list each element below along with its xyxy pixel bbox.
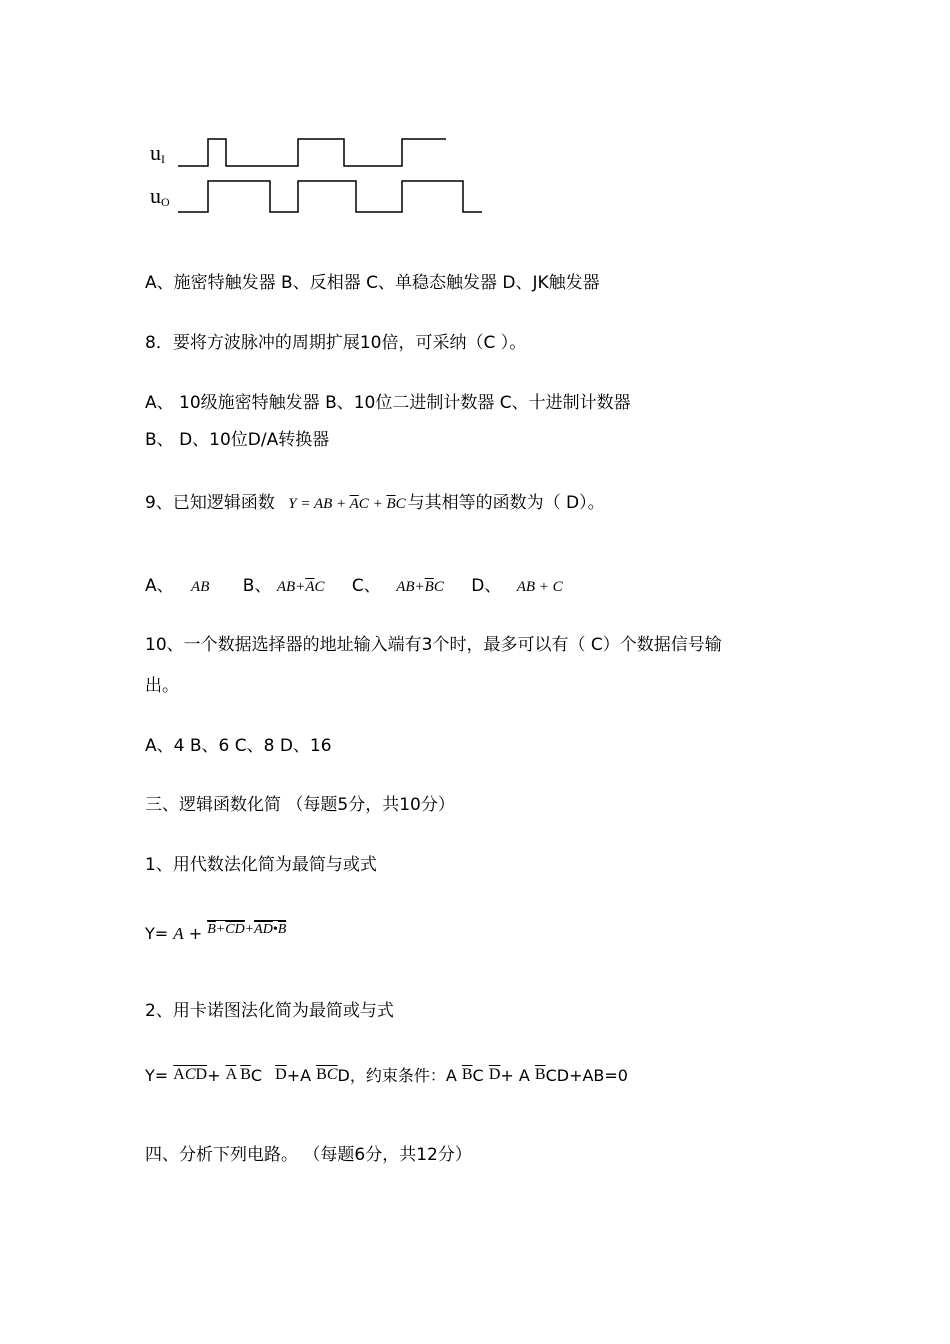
q7-options: A、施密特触发器 B、反相器 C、单稳态触发器 D、JK触发器 bbox=[145, 273, 600, 293]
q8-question: 8．要将方波脉冲的周期扩展10倍，可采纳（C ）。 bbox=[145, 333, 527, 353]
q9-option-d: AB + C bbox=[516, 579, 563, 595]
q9-options: A、 AB B、 $AB+\overline{A}C$ C、 $AB+\overline{B}C$ D、 AB + C bbox=[145, 576, 563, 596]
section3-q1-formula: $Y= A + \overline{B}+\overline{CD}+\overline{AD}•\overline{B}$ bbox=[145, 922, 287, 943]
q1-nested-bar-expression: $\overline{B}+\overline{CD}+\overline{AD}•\overline{B}$ bbox=[207, 922, 287, 937]
ui-label: uI bbox=[150, 140, 165, 166]
ui-waveform bbox=[178, 139, 446, 166]
section3-title: 三、逻辑函数化简 （每题5分，共10分） bbox=[145, 795, 455, 815]
section3-q1: 1、用代数法化简为最简与或式 bbox=[145, 855, 377, 875]
ui-subscript: I bbox=[161, 152, 165, 166]
uo-waveform bbox=[178, 181, 482, 212]
section3-q2-formula: $Y= \overline{A}\overline{C}\overline{D}+ \overline{A}$ $\overline{B}C$ $\overline{D}+A$ $\overline{B}\overline{C}D$，约束条件：A $\overline{B}C$ $\overline{D}+ A$ $\overline{B}CD+AB=0$ bbox=[145, 1066, 628, 1085]
q9-suffix: 与其相等的函数为（ D）。 bbox=[407, 493, 605, 513]
q10-options: A、4 B、6 C、8 D、16 bbox=[145, 736, 332, 756]
q9-option-c: $AB+\overline{B}C$ bbox=[396, 579, 444, 595]
q10-line1: 10、一个数据选择器的地址输入端有3个时，最多可以有（ C）个数据信号输 bbox=[145, 635, 722, 655]
q10-line2: 出。 bbox=[145, 676, 179, 696]
q9-option-b: $AB+\overline{A}C$ bbox=[276, 579, 325, 595]
section4-title: 四、分析下列电路。 （每题6分，共12分） bbox=[145, 1145, 472, 1165]
section3-q2: 2、用卡诺图法化简为最简或与式 bbox=[145, 1001, 394, 1021]
waveform-diagram bbox=[0, 0, 950, 230]
uo-label: uO bbox=[150, 183, 170, 209]
uo-subscript: O bbox=[161, 195, 170, 209]
q9-formula: Y = AB + $\overline{A}C + \overline{B}C$ bbox=[288, 496, 406, 512]
q9-question bbox=[145, 495, 605, 512]
q9-option-a: AB bbox=[191, 579, 210, 595]
q8-options-line1: A、 10级施密特触发器 B、10位二进制计数器 C、十进制计数器 bbox=[145, 393, 631, 413]
q9-prefix: 9、已知逻辑函数 bbox=[145, 493, 275, 513]
q8-options-line2: B、 D、10位D/A转换器 bbox=[145, 430, 330, 450]
